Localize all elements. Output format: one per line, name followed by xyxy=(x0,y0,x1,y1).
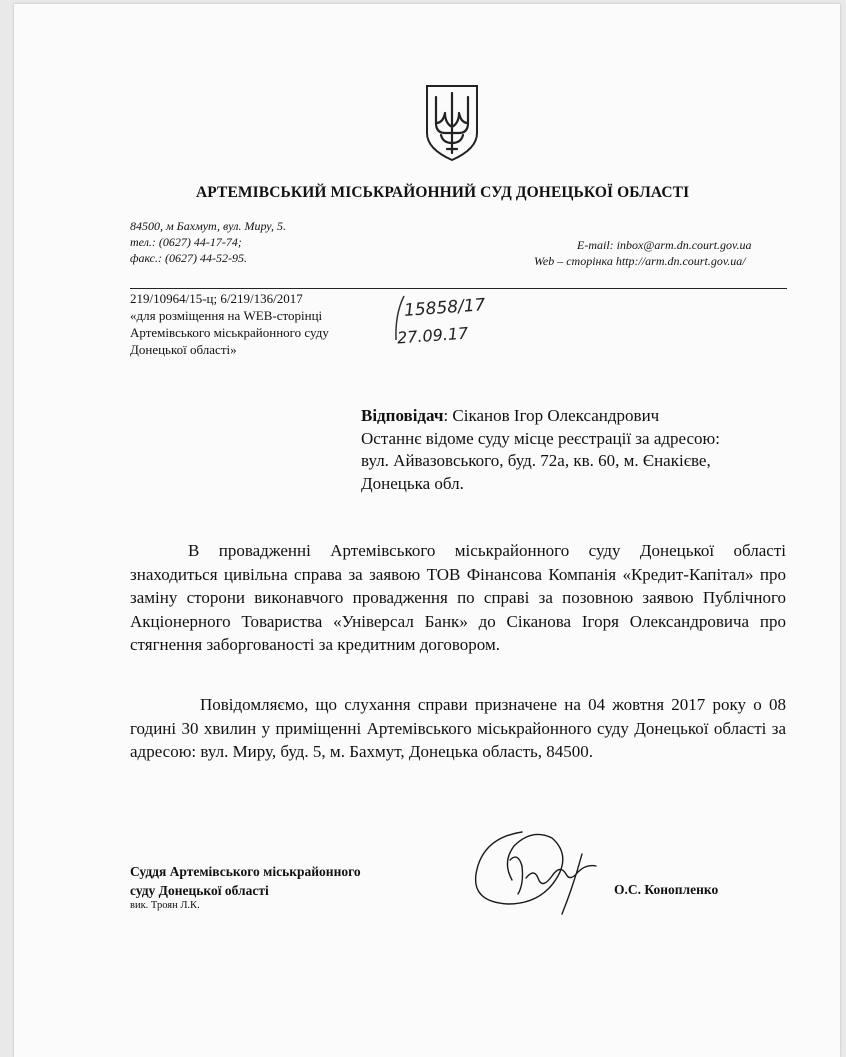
paragraph-1-text: В провадженні Артемівського міськрайонного суду Донецької області знаходиться цивільна справа за заявою ТОВ Фінансова Компанія «Кредит-Капітал» про заміну сторони виконавчого провадження по справі за позовною заявою Публічного Акціонерного Товариства «Універсал Банк» до Сіканова Ігоря Олександровича про стягнення заборгованості за кредитним договором. xyxy=(130,541,786,654)
addressee-line3: вул. Айвазовського, буд. 72а, кв. 60, м. Єнакієве, xyxy=(361,451,711,470)
coat-of-arms-icon xyxy=(423,83,481,163)
outgoing-number: 15858/17 xyxy=(403,295,487,321)
judge-title xyxy=(130,862,361,900)
addressee-label: Відповідач xyxy=(361,406,444,425)
web-note-line3: Донецької області» xyxy=(130,342,237,357)
addressee-name: : Сіканов Ігор Олександрович xyxy=(443,406,660,425)
addressee-line4: Донецька обл. xyxy=(361,473,464,493)
court-phone: тел.: (0627) 44-17-74; xyxy=(130,235,242,249)
judge-signature-icon xyxy=(462,824,612,924)
body-paragraph-1 xyxy=(130,539,786,657)
body-paragraph-2 xyxy=(130,693,786,764)
court-address: 84500, м Бахмут, вул. Миру, 5. xyxy=(130,219,287,233)
court-fax: факс.: (0627) 44-52-95. xyxy=(130,251,247,265)
judge-name: О.С. Конопленко xyxy=(614,882,719,897)
court-website: Web – сторінка http://arm.dn.court.gov.ua/ xyxy=(534,254,746,268)
judge-title-line1: Суддя Артемівського міськрайонного xyxy=(130,864,361,879)
web-note-line1: «для розміщення на WEB-сторінці xyxy=(130,308,323,323)
header-divider xyxy=(130,288,787,289)
outgoing-date: 27.09.17 xyxy=(396,323,469,348)
paragraph-2-text: Повідомляємо, що слухання справи призначене на 04 жовтня 2017 року о 08 годині 30 хвилин у приміщенні Артемівського міськрайонного суду Донецької області за адресою: вул. Миру, буд. 5, м. Бахмут, Донецька область, 84500. xyxy=(130,695,786,761)
addressee-block xyxy=(361,405,787,495)
case-numbers: 219/10964/15-ц; 6/219/136/2017 xyxy=(130,291,303,306)
document-page xyxy=(14,4,840,1057)
judge-title-line2: суду Донецької області xyxy=(130,883,269,898)
court-name-heading: АРТЕМІВСЬКИЙ МІСЬКРАЙОННИЙ СУД ДОНЕЦЬКОЇ ОБЛАСТІ xyxy=(196,184,690,201)
court-email: E-mail: inbox@arm.dn.court.gov.ua xyxy=(577,238,752,252)
addressee-line2: Останнє відоме суду місце реєстрації за адресою: xyxy=(361,428,720,448)
web-note-line2: Артемівського міськрайонного суду xyxy=(130,325,329,340)
reference-block xyxy=(130,290,329,358)
executor-note: вик. Троян Л.К. xyxy=(130,900,200,911)
